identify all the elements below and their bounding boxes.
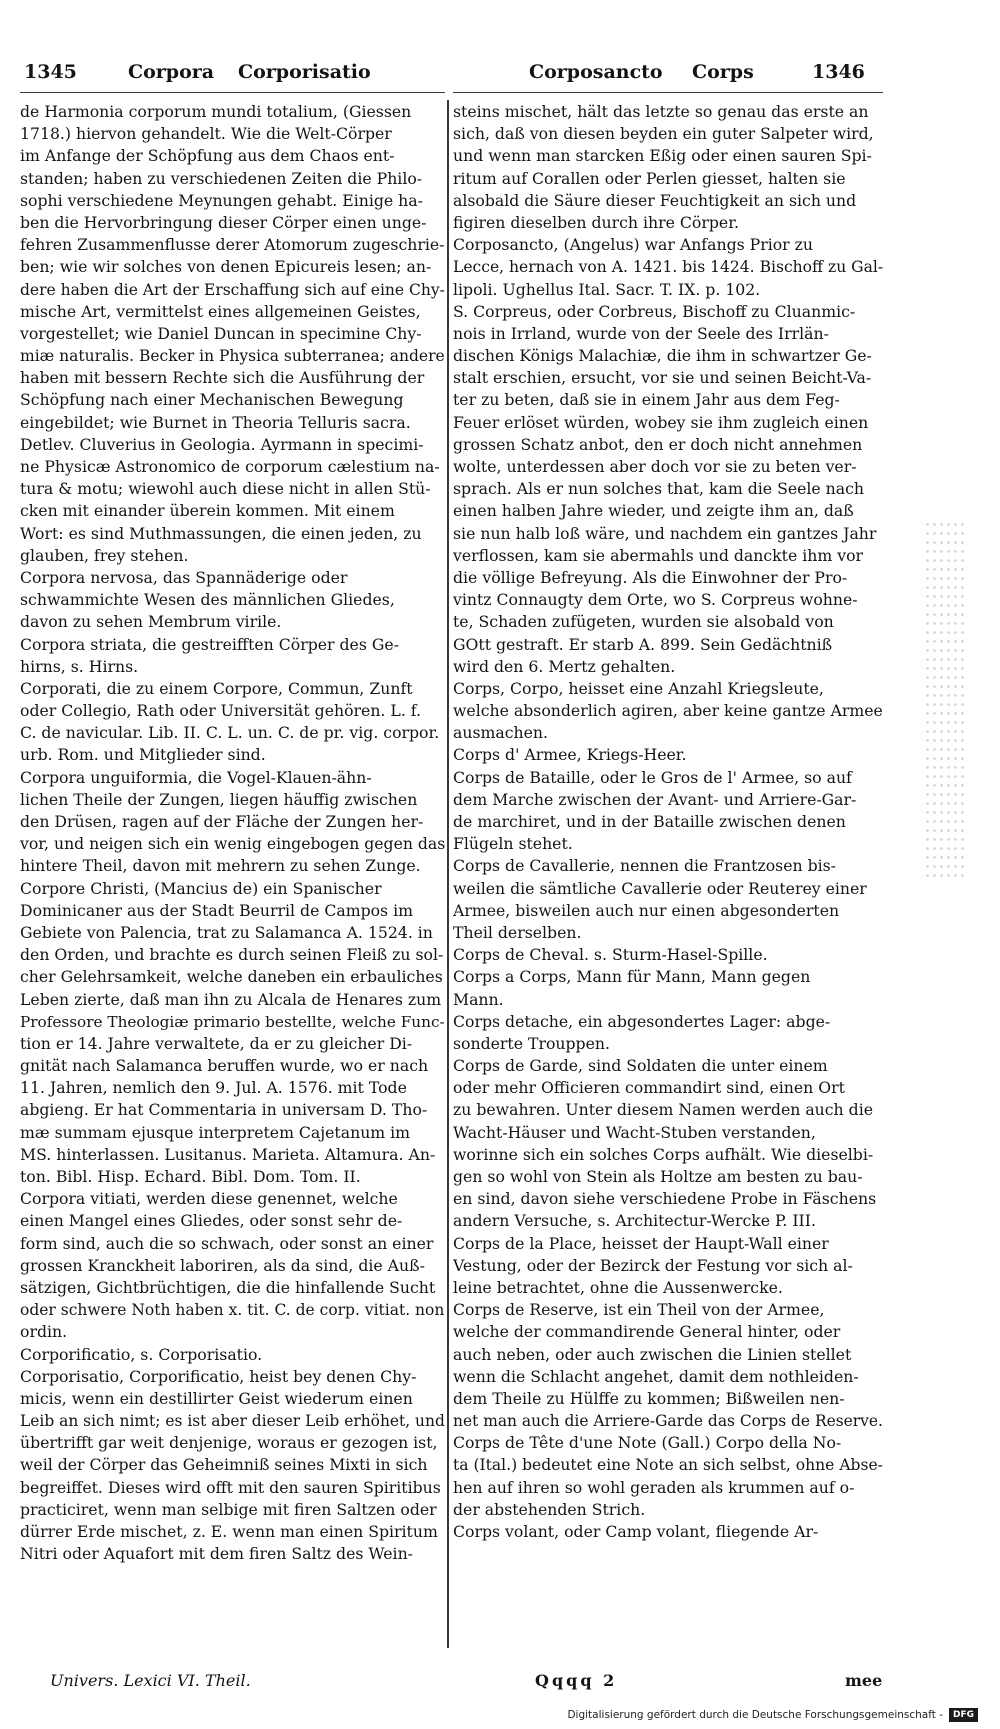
text-line: worinne sich ein solches Corps aufhält. Wie dieselbi- xyxy=(453,1144,874,1164)
text-line: micis, wenn ein destillirter Geist wiederum einen xyxy=(20,1388,413,1408)
text-line: Corpora unguiformia, die Vogel-Klauen-ähn- xyxy=(20,767,372,787)
text-line: de Harmonia corporum mundi totalium, (Giessen xyxy=(20,102,412,121)
text-line: Corpora vitiati, werden diese genennet, welche xyxy=(20,1189,398,1209)
right-header-word-1: Corposancto xyxy=(529,61,663,83)
right-header-word-2: Corps xyxy=(692,61,754,83)
text-line: sprach. Als er nun solches that, kam die Seele nach xyxy=(453,479,865,499)
text-line: die völlige Befreyung. Als die Einwohner der Pro- xyxy=(453,567,848,587)
text-line: MS. hinterlassen. Lusitanus. Marieta. Altamura. An- xyxy=(20,1144,436,1164)
text-line: Corps volant, oder Camp volant, fliegende Ar- xyxy=(453,1522,819,1541)
text-line: dere haben die Art der Erschaffung sich auf eine Chy- xyxy=(20,280,445,299)
text-line: ton. Bibl. Hisp. Echard. Bibl. Dom. Tom. II. xyxy=(20,1167,361,1186)
text-line: den Drüsen, ragen auf der Fläche der Zungen her- xyxy=(20,812,424,831)
text-line: de marchiret, und in der Bataille zwischen denen xyxy=(453,812,846,831)
text-line: sich, daß von diesen beyden ein guter Salpeter wird, xyxy=(453,124,874,144)
text-line: Dominicaner aus der Stadt Beurril de Campos im xyxy=(20,900,413,920)
text-line: ausmachen. xyxy=(453,723,548,743)
text-line: te, Schaden zufügeten, wurden sie alsobald von xyxy=(453,612,834,632)
text-line: sie nun halb loß wäre, und nachdem ein gantzes Jahr xyxy=(453,523,877,543)
text-line: hen auf ihren so wohl geraden als krummen auf o- xyxy=(453,1477,855,1497)
scan-artifact xyxy=(924,520,968,880)
text-line: Corposancto, (Angelus) war Anfangs Prior zu xyxy=(453,235,814,255)
text-line: weilen die sämtliche Cavallerie oder Reuterey einer xyxy=(453,878,867,898)
digitization-credit xyxy=(567,1708,978,1722)
text-line: Feuer erlöset würden, wobey sie ihm zugleich einen xyxy=(453,412,869,432)
text-line: Corps de Reserve, ist ein Theil von der Armee, xyxy=(453,1300,825,1320)
text-line: sophi verschiedene Meynungen gehabt. Einige ha- xyxy=(20,190,423,210)
text-line: Leib an sich nimt; es ist aber dieser Leib erhöhet, und xyxy=(20,1412,445,1431)
text-line: haben mit bessern Rechte sich die Ausführung der xyxy=(20,368,425,388)
text-line: sätzigen, Gichtbrüchtigen, die die hinfallende Sucht xyxy=(20,1277,436,1297)
text-line: Corpora striata, die gestreifften Cörper des Ge- xyxy=(20,634,399,654)
text-line: nois in Irrland, wurde von der Seele des Irrlän- xyxy=(453,323,829,343)
text-line: wird den 6. Mertz gehalten. xyxy=(453,656,676,676)
column-divider xyxy=(447,100,449,1648)
text-line: Vestung, oder der Bezirck der Festung vor sich al- xyxy=(453,1255,853,1275)
text-line: oder mehr Officieren commandirt sind, einen Ort xyxy=(453,1078,845,1098)
text-line: auch neben, oder auch zwischen die Linien stellet xyxy=(453,1344,852,1364)
text-line: urb. Rom. und Mitglieder sind. xyxy=(20,745,266,765)
text-line: dem Theile zu Hülffe zu kommen; Bißweilen nen- xyxy=(453,1388,845,1408)
footer-catchword: mee xyxy=(845,1671,883,1690)
text-line: Professore Theologiæ primario bestellte, welche Func- xyxy=(20,1012,445,1031)
text-line: practiciret, wenn man selbige mit firen Saltzen oder xyxy=(20,1499,437,1519)
text-line: C. de navicular. Lib. II. C. L. un. C. de pr. vig. corpor. xyxy=(20,723,440,743)
text-line: Nitri oder Aquafort mit dem firen Saltz des Wein- xyxy=(20,1544,413,1564)
text-line: davon zu sehen Membrum virile. xyxy=(20,612,282,632)
text-line: Lecce, hernach von A. 1421. bis 1424. Bischoff zu Gal- xyxy=(453,258,883,277)
text-line: einen halben Jahre wieder, und zeigte ihm an, daß xyxy=(453,501,854,521)
text-line: ben die Hervorbringung dieser Cörper einen unge- xyxy=(20,212,427,232)
text-line: steins mischet, hält das letzte so genau das erste an xyxy=(453,102,869,121)
text-line: abgieng. Er hat Commentaria in universam D. Tho- xyxy=(20,1100,428,1120)
text-line: tion er 14. Jahre verwaltete, da er zu gleicher Di- xyxy=(20,1033,413,1053)
text-line: sonderte Trouppen. xyxy=(453,1033,610,1053)
text-line: verflossen, kam sie abermahls und danckte ihm vor xyxy=(453,545,864,565)
text-line: Leben zierte, daß man ihn zu Alcala de Henares zum xyxy=(20,989,442,1009)
text-line: im Anfange der Schöpfung aus dem Chaos ent- xyxy=(20,146,395,166)
text-line: miæ naturalis. Becker in Physica subterranea; andere xyxy=(20,347,445,366)
text-line: tura & motu; wiewohl auch diese nicht in allen Stü- xyxy=(20,479,431,499)
text-line: wenn die Schlacht angehet, damit dem nothleiden- xyxy=(453,1366,859,1386)
right-page-number: 1346 xyxy=(812,61,865,83)
text-line: Corps d' Armee, Kriegs-Heer. xyxy=(453,745,687,765)
text-line: Corps de la Place, heisset der Haupt-Wall einer xyxy=(453,1233,829,1253)
text-line: Corps de Cavallerie, nennen die Frantzosen bis- xyxy=(453,856,836,876)
text-line: en sind, davon siehe verschiedene Probe in Fäschens xyxy=(453,1189,877,1209)
text-line: figiren dieselben durch ihre Cörper. xyxy=(453,212,739,232)
text-line: ordin. xyxy=(20,1322,68,1342)
text-line: Corporificatio, s. Corporisatio. xyxy=(20,1344,263,1364)
text-line: Corporisatio, Corporificatio, heist bey denen Chy- xyxy=(20,1366,417,1386)
text-line: vorgestellet; wie Daniel Duncan in specimine Chy- xyxy=(20,323,422,343)
text-line: Gebiete von Palencia, trat zu Salamanca A. 1524. in xyxy=(20,922,433,942)
text-line: der abstehenden Strich. xyxy=(453,1499,646,1519)
text-line: Theil derselben. xyxy=(453,922,582,942)
text-line: Mann. xyxy=(453,989,504,1009)
text-line: oder Collegio, Rath oder Universität gehören. L. f. xyxy=(20,701,422,721)
text-line: welche absonderlich agiren, aber keine gantze Armee xyxy=(453,701,883,721)
text-line: Corps, Corpo, heisset eine Anzahl Kriegsleute, xyxy=(453,678,824,698)
right-column xyxy=(453,101,883,1543)
text-line: Corpora nervosa, das Spannäderige oder xyxy=(20,567,348,587)
text-line: dürrer Erde mischet, z. E. wenn man einen Spiritum xyxy=(20,1522,438,1541)
text-line: Corps de Cheval. s. Sturm-Hasel-Spille. xyxy=(453,945,768,965)
left-header-word-2: Corporisatio xyxy=(238,61,371,83)
text-line: gen so wohl von Stein als Holtze am besten zu bau- xyxy=(453,1167,863,1186)
text-line: weil der Cörper das Geheimniß seines Mixti in sich xyxy=(20,1455,428,1475)
text-line: fehren Zusammenflusse derer Atomorum zugeschrie- xyxy=(20,235,445,255)
text-line: Corporati, die zu einem Corpore, Commun, Zunft xyxy=(20,678,413,698)
text-line: Corps de Garde, sind Soldaten die unter einem xyxy=(453,1056,828,1076)
left-header-word-1: Corpora xyxy=(128,61,215,83)
text-line: wolte, unterdessen aber doch vor sie zu beten ver- xyxy=(453,457,857,476)
text-line: einen Mangel eines Gliedes, oder sonst sehr de- xyxy=(20,1211,403,1231)
text-line: leine betrachtet, ohne die Aussenwercke. xyxy=(453,1277,783,1297)
footer-signature: Qqqq 2 xyxy=(535,1671,618,1690)
text-line: hintere Theil, davon mit mehrern zu sehen Zunge. xyxy=(20,856,421,876)
text-line: Corpore Christi, (Mancius de) ein Spanischer xyxy=(20,878,382,898)
text-line: Corps a Corps, Mann für Mann, Mann gegen xyxy=(453,967,811,987)
text-line: GOtt gestraft. Er starb A. 899. Sein Gedächtniß xyxy=(453,634,833,654)
text-line: 1718.) hiervon gehandelt. Wie die Welt-Cörper xyxy=(20,124,392,144)
text-line: Detlev. Cluverius in Geologia. Ayrmann in specimi- xyxy=(20,434,424,454)
text-line: cken mit einander überein kommen. Mit einem xyxy=(20,501,395,521)
text-line: cher Gelehrsamkeit, welche daneben ein erbauliches xyxy=(20,967,443,987)
text-line: Schöpfung nach einer Mechanischen Bewegung xyxy=(20,390,404,410)
text-line: ritum auf Corallen oder Perlen giesset, halten sie xyxy=(453,168,846,188)
text-line: lipoli. Ughellus Ital. Sacr. T. IX. p. 102. xyxy=(453,279,761,299)
left-header-rule xyxy=(20,92,445,93)
text-line: Corps de Tête d'une Note (Gall.) Corpo della No- xyxy=(453,1433,842,1453)
text-line: hirns, s. Hirns. xyxy=(20,656,139,676)
text-line: oder schwere Noth haben x. tit. C. de corp. vitiat. non xyxy=(20,1301,445,1320)
text-line: gnität nach Salamanca beruffen wurde, wo er nach xyxy=(20,1056,429,1076)
text-line: und wenn man starcken Eßig oder einen sauren Spi- xyxy=(453,146,872,166)
text-line: schwammichte Wesen des männlichen Gliedes, xyxy=(20,590,395,610)
text-line: grossen Schatz anbot, den er doch nicht annehmen xyxy=(453,434,863,454)
dfg-logo: DFG xyxy=(949,1708,978,1722)
left-page-number: 1345 xyxy=(24,61,77,83)
right-header-rule xyxy=(453,92,883,93)
text-line: dem Marche zwischen der Avant- und Arriere-Gar- xyxy=(453,789,857,809)
text-line: lichen Theile der Zungen, liegen häuffig zwischen xyxy=(20,789,418,809)
text-line: dischen Königs Malachiæ, die ihm in schwartzer Ge- xyxy=(453,346,872,366)
text-line: ter zu beten, daß sie in einem Jahr aus dem Feg- xyxy=(453,390,840,410)
text-line: welche der commandirende General hinter, oder xyxy=(453,1322,841,1342)
text-line: zu bewahren. Unter diesem Namen werden auch die xyxy=(453,1100,873,1120)
text-line: 11. Jahren, nemlich den 9. Jul. A. 1576. mit Tode xyxy=(20,1078,407,1098)
text-line: vintz Connaugty dem Orte, wo S. Corpreus wohne- xyxy=(453,590,858,610)
text-line: Corps detache, ein abgesondertes Lager: abge- xyxy=(453,1011,831,1031)
text-line: form sind, auch die so schwach, oder sonst an einer xyxy=(20,1233,434,1253)
text-line: mæ summam ejusque interpretem Cajetanum im xyxy=(20,1122,411,1142)
text-line: den Orden, und brachte es durch seinen Fleiß zu sol- xyxy=(20,945,444,965)
credit-text: Digitalisierung gefördert durch die Deutsche Forschungsgemeinschaft - xyxy=(567,1709,943,1721)
text-line: übertrifft gar weit denjenige, woraus er gezogen ist, xyxy=(20,1433,438,1453)
text-line: alsobald die Säure dieser Feuchtigkeit an sich und xyxy=(453,190,857,210)
footer-title: Univers. Lexici VI. Theil. xyxy=(50,1671,251,1690)
text-line: Wort: es sind Muthmassungen, die einen jeden, zu xyxy=(20,523,422,543)
text-line: glauben, frey stehen. xyxy=(20,545,189,565)
text-line: grossen Kranckheit laboriren, als da sind, die Auß- xyxy=(20,1255,425,1275)
text-line: vor, und neigen sich ein wenig eingebogen gegen das xyxy=(20,834,445,854)
text-line: ta (Ital.) bedeutet eine Note an sich selbst, ohne Abse- xyxy=(453,1456,883,1475)
text-line: ne Physicæ Astronomico de corporum cælestium na- xyxy=(20,457,440,476)
text-line: net man auch die Arriere-Garde das Corps de Reserve. xyxy=(453,1412,883,1431)
text-line: eingebildet; wie Burnet in Theoria Telluris sacra. xyxy=(20,412,411,432)
text-line: mische Art, vermittelst eines allgemeinen Geistes, xyxy=(20,301,421,321)
text-line: andern Versuche, s. Architectur-Wercke P. III. xyxy=(453,1211,816,1231)
text-line: Armee, bisweilen auch nur einen abgesonderten xyxy=(453,900,840,920)
text-line: begreiffet. Dieses wird offt mit den sauren Spiritibus xyxy=(20,1477,441,1497)
text-line: stalt erschien, ersucht, vor sie und seinen Beicht-Va- xyxy=(453,368,872,388)
text-line: Wacht-Häuser und Wacht-Stuben verstanden, xyxy=(453,1122,816,1142)
left-column xyxy=(20,101,445,1565)
text-line: Corps de Bataille, oder le Gros de l' Armee, so auf xyxy=(453,767,852,787)
text-line: standen; haben zu verschiedenen Zeiten die Philo- xyxy=(20,168,423,188)
text-line: Flügeln stehet. xyxy=(453,834,573,854)
text-line: S. Corpreus, oder Corbreus, Bischoff zu Cluanmic- xyxy=(453,301,856,321)
text-line: ben; wie wir solches von denen Epicureis lesen; an- xyxy=(20,257,432,277)
